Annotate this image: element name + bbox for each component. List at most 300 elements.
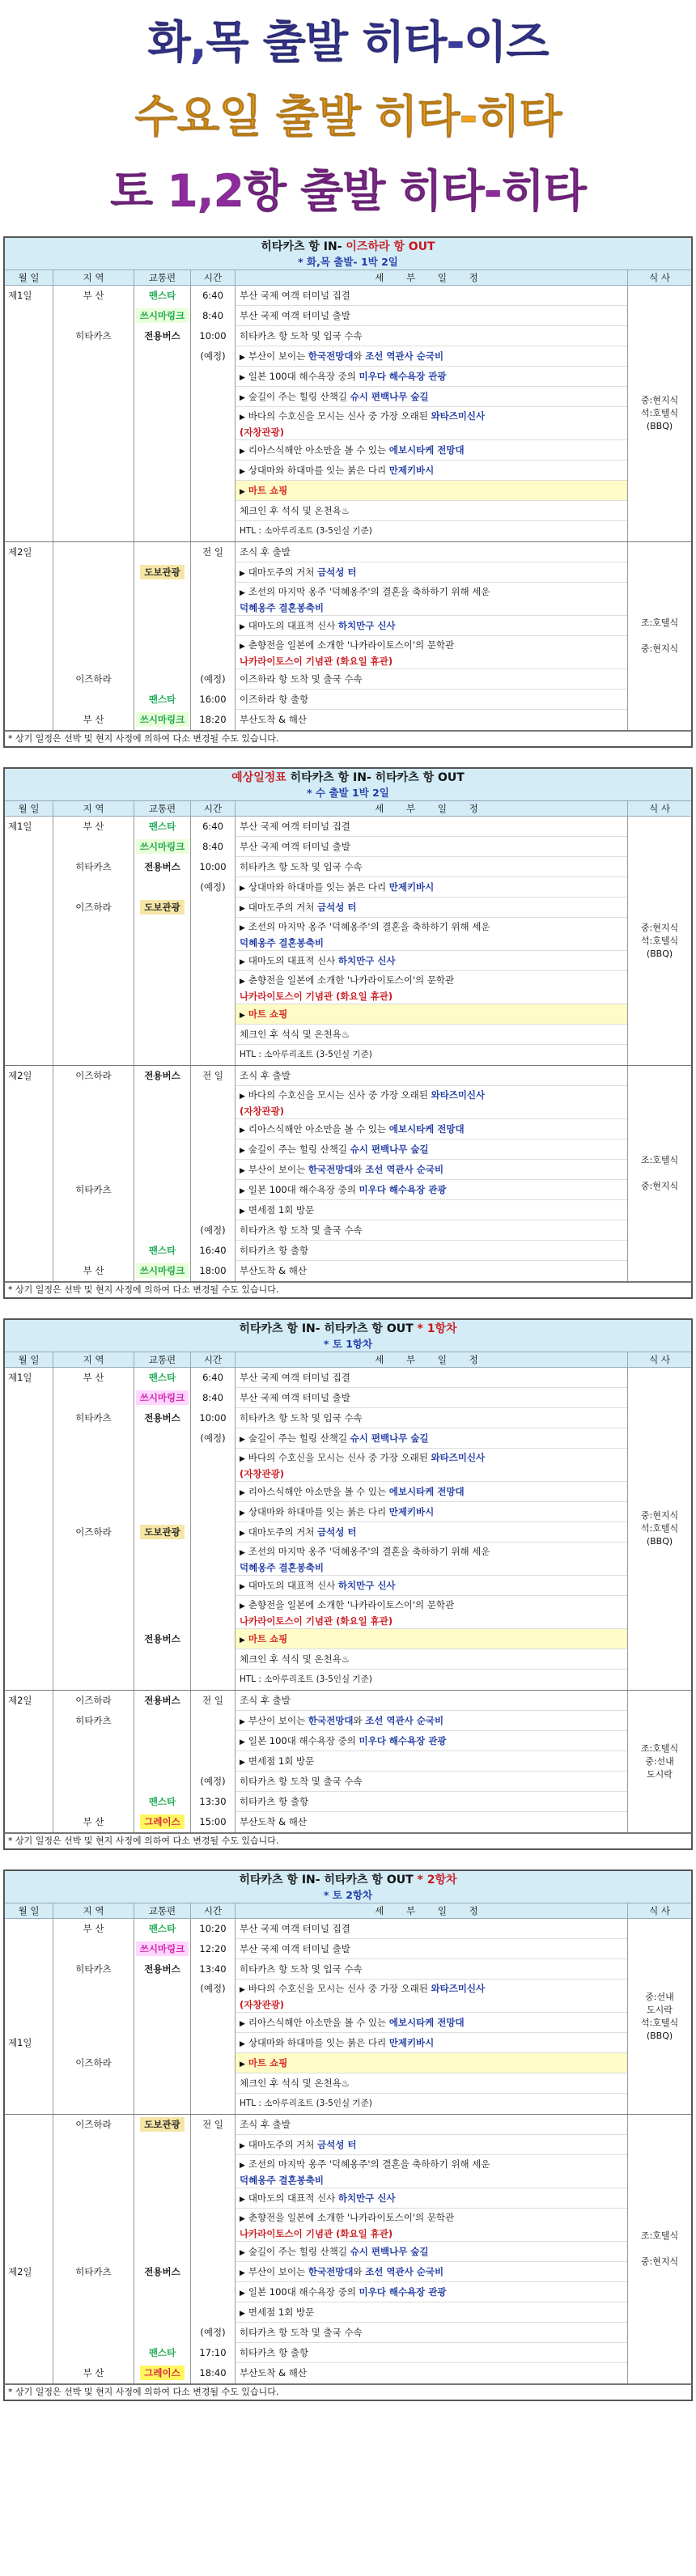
row-cell	[191, 2262, 235, 2282]
row-cell	[5, 521, 53, 541]
row-cell	[53, 1649, 134, 1670]
row-cell	[53, 2013, 134, 2033]
header-meal: 식 사	[649, 1905, 670, 1916]
schedule-item	[236, 837, 627, 857]
time-label: 17:10	[199, 2347, 227, 2358]
schedule-text: 부산이 보이는	[248, 1164, 308, 1175]
row-cell	[134, 2209, 190, 2242]
location-label: 부 산	[83, 1265, 104, 1276]
row-cell	[53, 1670, 134, 1690]
transport-tag: 팬스타	[148, 821, 176, 832]
schedule-text: 대마도주의 거처	[248, 902, 317, 913]
schedule-text: 와	[353, 1715, 366, 1726]
time-label: 10:00	[199, 330, 227, 342]
row-cell	[5, 1025, 53, 1045]
transport-cell	[134, 1368, 191, 1690]
schedule-text: 면세점 1회 방문	[248, 1755, 315, 1767]
time-label: 18:20	[199, 714, 227, 725]
row-cell	[53, 951, 134, 971]
schedule-text: 조선 역관사 순국비	[365, 350, 444, 362]
row-cell	[134, 2262, 190, 2282]
schedule-item	[236, 817, 627, 837]
row-cell	[53, 2209, 134, 2242]
row-cell	[134, 1670, 190, 1690]
row-cell	[5, 2053, 53, 2073]
time-label: 6:40	[202, 821, 223, 832]
row-cell	[134, 636, 190, 669]
row-cell	[134, 1502, 190, 1522]
row-cell	[191, 1139, 235, 1160]
schedule-item	[236, 2209, 627, 2242]
row-cell	[5, 1522, 53, 1543]
schedule-text: 에보시타케 전망대	[388, 1123, 465, 1135]
time-label: (예정)	[200, 881, 226, 893]
header-schedule: 세 부 일 정	[236, 801, 628, 816]
schedule-text: 슈시 편백나무 숲길	[350, 391, 429, 402]
row-cell	[191, 1428, 235, 1449]
transport-tag: 전용버스	[144, 861, 180, 872]
transport-tag: 전용버스	[144, 2266, 180, 2277]
title-badge: 예상일정표	[231, 771, 286, 784]
time-label: (예정)	[200, 1983, 226, 1994]
schedule-item	[236, 1522, 627, 1543]
day-row	[5, 1368, 691, 1691]
row-cell	[191, 521, 235, 541]
row-cell	[134, 616, 190, 636]
row-cell	[134, 857, 190, 877]
row-cell	[191, 1731, 235, 1751]
transport-tag: 팬스타	[148, 290, 176, 301]
schedule-text: 히타카츠 항 출항	[240, 1245, 309, 1256]
row-cell	[53, 501, 134, 521]
day-label: 제2일	[8, 1070, 32, 1081]
schedule-text: 대마도의 대표적 신사	[248, 2192, 338, 2204]
row-cell	[53, 2282, 134, 2302]
schedule-text: 와	[353, 1164, 366, 1175]
row-cell	[134, 2155, 190, 2188]
schedule-text: 히타카츠 항 도착 및 출국 수속	[240, 1224, 363, 1236]
meal-label: (BBQ)	[646, 421, 673, 431]
footnote: * 상기 일정은 선박 및 현지 사정에 의하여 다소 변경될 수도 있습니다.	[3, 1833, 693, 1850]
location-label: 부 산	[83, 714, 104, 725]
row-cell	[191, 481, 235, 501]
schedule-text: 조식 후 출발	[240, 546, 291, 558]
schedule-item	[236, 1066, 627, 1086]
schedule-text: 부산이 보이는	[248, 1715, 308, 1726]
location-cell	[53, 1919, 134, 2114]
row-cell	[53, 1772, 134, 1792]
row-cell	[191, 407, 235, 440]
row-cell	[5, 1449, 53, 1482]
row-cell	[134, 1649, 190, 1670]
schedule-item	[236, 306, 627, 326]
row-cell	[134, 669, 190, 690]
hero-line-2: 수요일 출발 히타-히타	[134, 91, 562, 142]
row-cell	[5, 669, 53, 690]
schedule-text: 에보시타케 전망대	[388, 2017, 465, 2028]
schedule-text: 대마도주의 거처	[248, 567, 317, 578]
row-cell	[191, 1241, 235, 1261]
schedule-text: 슈시 편백나무 숲길	[350, 1432, 429, 1444]
row-cell	[134, 2013, 190, 2033]
schedule-item	[236, 583, 627, 616]
header-transport: 교통편	[134, 1352, 191, 1367]
schedule-text: 히타카츠 항 도착 및 입국 수속	[240, 1963, 363, 1975]
row-cell	[53, 440, 134, 460]
transport-tag: 쓰시마링크	[136, 839, 189, 854]
row-cell	[191, 2343, 235, 2363]
schedule-text: 슈시 편백나무 숲길	[350, 1144, 429, 1155]
row-cell	[5, 971, 53, 1004]
row-cell	[5, 1649, 53, 1670]
schedule-item	[236, 1670, 627, 1690]
row-cell	[191, 440, 235, 460]
block-title	[5, 238, 691, 270]
header-day: 월 일	[5, 801, 53, 816]
row-cell	[134, 1160, 190, 1180]
hero-line-1: 화,목 출발 히타-이즈	[147, 16, 549, 68]
time-cell	[191, 1368, 236, 1690]
row-cell	[191, 1180, 235, 1200]
meal-label: 중:현지식	[640, 643, 679, 654]
row-cell	[191, 898, 235, 918]
day-label: 제2일	[8, 546, 32, 558]
time-label: 전 일	[202, 1070, 223, 1081]
title-text: 히타카츠 항 IN- 히타카츠 항 OUT	[239, 1322, 418, 1335]
block-subtitle: * 수 출발 1박 2일	[307, 787, 389, 799]
row-cell	[5, 1388, 53, 1408]
row-cell	[191, 1543, 235, 1576]
location-label: 히타카츠	[75, 861, 112, 872]
row-cell	[53, 1502, 134, 1522]
schedule-item	[236, 951, 627, 971]
row-cell	[5, 951, 53, 971]
row-cell	[134, 1408, 190, 1428]
schedule-text: 면세점 1회 방문	[248, 2307, 315, 2318]
row-cell	[5, 1772, 53, 1792]
meal-label: 석:호텔식	[640, 2017, 679, 2028]
schedule-text: 조선의 마지막 옹주 '덕혜옹주'의 결혼을 축하하기 위해 세운	[248, 1546, 490, 1557]
itinerary-block	[3, 767, 693, 1282]
row-cell	[134, 387, 190, 407]
schedule-item	[236, 1731, 627, 1751]
schedule-item	[236, 2242, 627, 2262]
row-cell	[191, 1670, 235, 1690]
row-cell	[134, 407, 190, 440]
schedule-item	[236, 2073, 627, 2094]
time-label: 8:40	[202, 1392, 223, 1403]
row-cell	[5, 2363, 53, 2383]
row-cell	[53, 857, 134, 877]
schedule-text: 미우다 해수욕장 관광	[359, 371, 447, 382]
schedule-text: 이즈하라 항 도착 및 출국 수속	[240, 673, 363, 685]
schedule-item	[236, 1939, 627, 1959]
row-cell	[5, 616, 53, 636]
row-cell	[191, 1576, 235, 1596]
row-cell	[191, 1980, 235, 2013]
schedule-item	[236, 616, 627, 636]
time-cell	[191, 1691, 236, 1832]
time-cell	[191, 286, 236, 541]
row-cell	[53, 1731, 134, 1751]
schedule-text: 만제키바시	[388, 881, 435, 893]
schedule-item	[236, 2188, 627, 2209]
row-cell	[53, 918, 134, 951]
location-label: 부 산	[83, 1923, 104, 1934]
row-cell	[53, 1596, 134, 1629]
schedule-text: 상대마와 하대마를 잇는 붉은 다리	[248, 1506, 389, 1517]
schedule-text: 부산 국제 여객 터미널 출발	[240, 841, 350, 852]
row-cell	[53, 583, 134, 616]
schedule-text: 미우다 해수욕장 관광	[359, 1184, 447, 1195]
schedule-text: 부산 국제 여객 터미널 집결	[240, 1372, 350, 1383]
row-cell	[191, 562, 235, 583]
row-cell	[134, 2242, 190, 2262]
row-cell	[53, 616, 134, 636]
row-cell	[191, 367, 235, 387]
row-cell	[134, 710, 190, 730]
schedule-text: 리아스식해안 아소만을 볼 수 있는	[248, 2017, 389, 2028]
row-cell	[53, 2115, 134, 2135]
row-cell	[5, 877, 53, 898]
row-cell	[134, 367, 190, 387]
header-day: 월 일	[5, 1352, 53, 1367]
block-title	[5, 1320, 691, 1352]
schedule-text: 히타카츠 항 출항	[240, 1796, 309, 1807]
schedule-text: 나카라이토스이 기념관 (화요일 휴관)	[240, 1615, 393, 1627]
schedule-item	[236, 1004, 627, 1025]
row-cell	[53, 1220, 134, 1241]
schedule-text: 만제키바시	[388, 465, 435, 476]
schedule-text: 부산이 보이는	[248, 2266, 308, 2277]
time-cell	[191, 2115, 236, 2383]
row-cell	[5, 1751, 53, 1772]
row-cell	[53, 1812, 134, 1832]
title-text: 히타카츠 항 IN- 히타카츠 항 OUT	[286, 771, 465, 784]
location-cell	[53, 1691, 134, 1832]
row-cell	[5, 1428, 53, 1449]
row-cell	[5, 481, 53, 501]
row-cell	[134, 817, 190, 837]
row-cell	[5, 2094, 53, 2114]
schedule-text: 슈시 편백나무 숲길	[350, 2246, 429, 2257]
schedule-text: 덕혜옹주 결혼봉축비	[240, 602, 324, 613]
row-cell	[5, 817, 53, 837]
schedule-item	[236, 1980, 627, 2013]
row-cell	[191, 1812, 235, 1832]
transport-tag: 쓰시마링크	[136, 308, 189, 323]
row-cell	[134, 971, 190, 1004]
row-cell	[134, 1731, 190, 1751]
row-cell	[191, 710, 235, 730]
row-cell	[5, 407, 53, 440]
meal-label: 조:호텔식	[640, 1742, 679, 1754]
meal-label: 중:현지식	[640, 395, 679, 405]
schedule-text: (자창관광)	[240, 427, 284, 438]
block-subtitle: * 화,목 출발- 1박 2일	[298, 256, 398, 268]
row-cell	[53, 387, 134, 407]
schedule-text: 체크인 후 석식 및 온천욕♨	[240, 2077, 350, 2089]
row-cell	[191, 1691, 235, 1711]
transport-cell	[134, 1691, 191, 1832]
day-cell	[5, 1368, 53, 1690]
meal-cell	[628, 286, 691, 541]
schedule-text: 일본 100대 해수욕장 중의	[248, 1735, 359, 1746]
schedule-text: 부산도착 & 해산	[240, 1265, 307, 1276]
schedule-text: 와	[353, 350, 366, 362]
schedule-text: 숲길이 주는 힐링 산책길	[248, 1432, 350, 1444]
schedule-item	[236, 1160, 627, 1180]
header-day: 월 일	[5, 270, 53, 285]
block-spacer	[0, 1299, 696, 1318]
row-cell	[53, 2053, 134, 2073]
itinerary-blocks	[0, 236, 696, 2401]
schedule-text: 마트 쇼핑	[248, 2057, 288, 2069]
block-subtitle: * 토 2항차	[323, 1889, 373, 1901]
row-cell	[53, 877, 134, 898]
transport-tag: 전용버스	[144, 330, 180, 342]
schedule-text: (자창관광)	[240, 1468, 284, 1479]
location-cell	[53, 286, 134, 541]
header-time: 시간	[191, 1903, 236, 1918]
row-cell	[53, 346, 134, 367]
schedule-text: 부산도착 & 해산	[240, 1816, 307, 1827]
row-cell	[134, 877, 190, 898]
transport-tag: 전용버스	[144, 1963, 180, 1975]
row-cell	[5, 2302, 53, 2323]
location-label: 히타카츠	[75, 1963, 112, 1975]
schedule-text: 상대마와 하대마를 잇는 붉은 다리	[248, 881, 389, 893]
schedule-item	[236, 481, 627, 501]
row-cell	[191, 1482, 235, 1502]
schedule-text: 조식 후 출발	[240, 1695, 291, 1706]
time-label: (예정)	[200, 1776, 226, 1787]
schedule-item	[236, 2115, 627, 2135]
row-cell	[191, 542, 235, 562]
time-label: 18:40	[199, 2367, 227, 2379]
row-cell	[191, 326, 235, 346]
row-cell	[134, 542, 190, 562]
location-label: 이즈하라	[75, 902, 112, 913]
meal-label: (BBQ)	[646, 948, 673, 959]
schedule-item	[236, 2363, 627, 2383]
schedule-item	[236, 2343, 627, 2363]
row-cell	[53, 1408, 134, 1428]
header-time: 시간	[191, 270, 236, 285]
row-cell	[53, 1139, 134, 1160]
header-time: 시간	[191, 1352, 236, 1367]
row-cell	[134, 918, 190, 951]
row-cell	[134, 1428, 190, 1449]
row-cell	[53, 1751, 134, 1772]
meal-label: 조:호텔식	[640, 617, 679, 628]
row-cell	[134, 1045, 190, 1065]
row-cell	[5, 2073, 53, 2094]
row-cell	[53, 1919, 134, 1939]
schedule-text: 조선의 마지막 옹주 '덕혜옹주'의 결혼을 축하하기 위해 세운	[248, 586, 490, 597]
time-label: 6:40	[202, 1372, 223, 1383]
time-label: (예정)	[200, 1432, 226, 1444]
schedule-text: 바다의 수호신을 모시는 신사 중 가장 오래된	[248, 1452, 431, 1463]
row-cell	[53, 2302, 134, 2323]
row-cell	[5, 1368, 53, 1388]
row-cell	[191, 2053, 235, 2073]
row-cell	[134, 1241, 190, 1261]
location-label: 이즈하라	[75, 2119, 112, 2130]
day-label: 제2일	[8, 1695, 32, 1706]
row-cell	[191, 1004, 235, 1025]
row-cell	[191, 1119, 235, 1139]
row-cell	[191, 2094, 235, 2114]
row-cell	[134, 1086, 190, 1119]
row-cell	[191, 1939, 235, 1959]
footnote: * 상기 일정은 선박 및 현지 사정에 의하여 다소 변경될 수도 있습니다.	[3, 1282, 693, 1299]
row-cell	[191, 690, 235, 710]
block-title-main	[5, 1322, 691, 1337]
row-cell	[191, 1160, 235, 1180]
day-cell	[5, 817, 53, 1065]
meal-label: 중:현지식	[640, 1510, 679, 1521]
row-cell	[53, 690, 134, 710]
schedule-item	[236, 387, 627, 407]
schedule-text: 조선의 마지막 옹주 '덕혜옹주'의 결혼을 축하하기 위해 세운	[248, 921, 490, 932]
location-label: 이즈하라	[75, 1695, 112, 1706]
location-cell	[53, 817, 134, 1065]
schedule-text: 에보시타케 전망대	[388, 444, 465, 456]
row-cell	[134, 583, 190, 616]
row-cell	[134, 1482, 190, 1502]
time-cell	[191, 1919, 236, 2114]
schedule-cell	[236, 1066, 628, 1281]
schedule-item	[236, 562, 627, 583]
day-cell	[5, 1066, 53, 1281]
schedule-item	[236, 1691, 627, 1711]
transport-cell	[134, 1066, 191, 1281]
header-location: 지 역	[53, 1903, 134, 1918]
transport-tag: 전용버스	[144, 1070, 180, 1081]
row-cell	[5, 710, 53, 730]
row-cell	[191, 1408, 235, 1428]
schedule-item	[236, 501, 627, 521]
schedule-text: 조식 후 출발	[240, 1070, 291, 1081]
row-cell	[134, 1691, 190, 1711]
location-cell	[53, 542, 134, 730]
transport-tag: 도보관광	[140, 1525, 184, 1539]
schedule-text: (자창관광)	[240, 1106, 284, 1117]
row-cell	[53, 1119, 134, 1139]
schedule-text: (자창관광)	[240, 1999, 284, 2010]
row-cell	[5, 1180, 53, 1200]
schedule-text: 리아스식해안 아소만을 볼 수 있는	[248, 1486, 389, 1497]
row-cell	[191, 2323, 235, 2343]
schedule-item	[236, 1261, 627, 1281]
row-cell	[191, 669, 235, 690]
schedule-cell	[236, 817, 628, 1065]
transport-tag: 팬스타	[148, 694, 176, 705]
schedule-text: 부산 국제 여객 터미널 집결	[240, 1923, 350, 1934]
header-schedule: 세 부 일 정	[236, 270, 628, 285]
row-cell	[53, 521, 134, 541]
row-cell	[134, 2363, 190, 2383]
schedule-text: 대마도주의 거처	[248, 2139, 317, 2150]
row-cell	[5, 367, 53, 387]
row-cell	[134, 1792, 190, 1812]
schedule-item	[236, 1919, 627, 1939]
schedule-item	[236, 1241, 627, 1261]
row-cell	[191, 1649, 235, 1670]
row-cell	[134, 521, 190, 541]
location-label: 히타카츠	[75, 2266, 112, 2277]
